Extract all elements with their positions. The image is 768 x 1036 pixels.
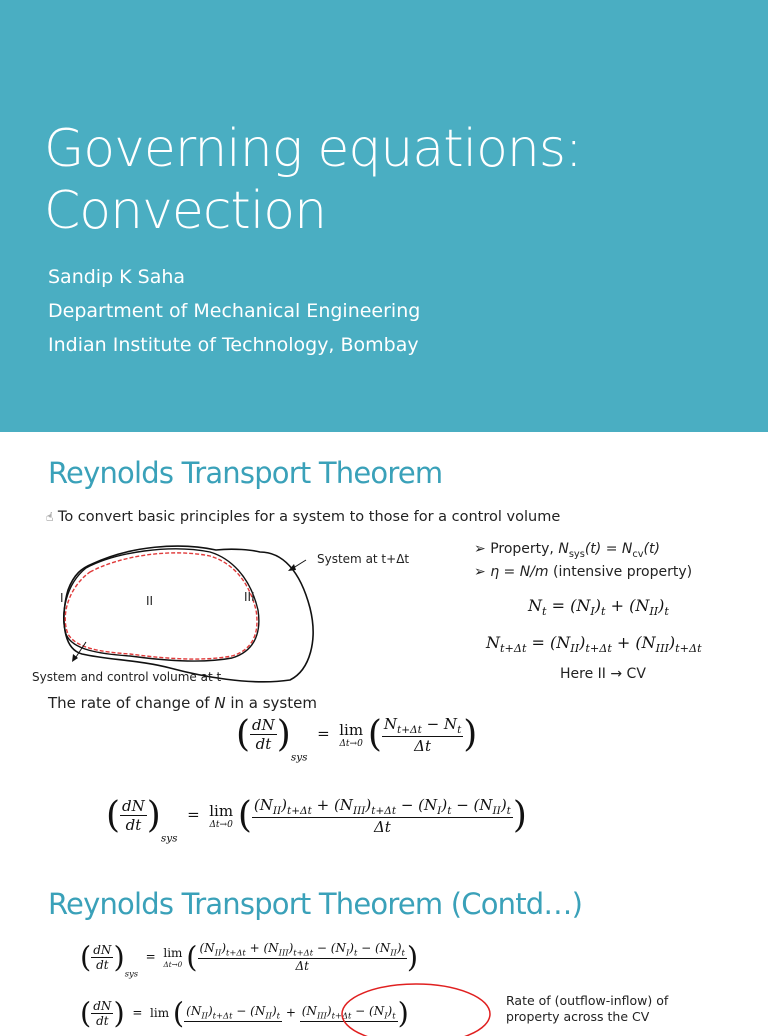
property-sub-cv: cv: [632, 548, 644, 560]
property-bullet-2: [474, 564, 692, 580]
rtt-slide-title: Reynolds Transport Theorem: [48, 456, 443, 490]
rtt-contd-slide-title: Reynolds Transport Theorem (Contd…): [48, 887, 583, 921]
equation-Nt: $N_t = (N_I)_t + (N_{II})_t$: [528, 596, 669, 619]
rate-var: N: [214, 694, 226, 712]
equation-contd-2: ( $\frac{dN}{dt}$ ) = lim ( $(N_{II})_{t+\Delta t} - (N_{II})_t$ + $(N_{III})_{t+\Delta t} - (N_I)_t$ ): [80, 996, 409, 1030]
callout-ellipse: [336, 976, 496, 1036]
region-II-label: II: [146, 594, 154, 608]
equation-dNdt-2: ( $\frac{dN}{dt}$ )$_{sys} = \lim$ Δt→0 ( $\frac{(N_{II})_{t+\Delta t} + (N_{III})_{t+\Delta t} - (N_I)_t - (N_{II})_t}{\Delta t}$ ): [106, 795, 527, 845]
intro-text: To convert basic principles for a system to those for a control volume: [57, 509, 561, 525]
rate-prefix: The rate of change of: [48, 694, 215, 712]
callout-line-2: property across the CV: [506, 1009, 650, 1024]
pointing-hand-icon: ☝: [46, 510, 54, 524]
title-line-2: Convection: [44, 181, 327, 241]
equation-Nt-dt: $N_{t+\Delta t} = (N_{II})_{t+\Delta t} + (N_{III})_{t+\Delta t}$: [486, 633, 702, 656]
here-note: Here II → CV: [560, 666, 646, 682]
slide-title: [44, 118, 581, 242]
property-bullet-1: [474, 541, 660, 560]
title-line-1: Governing equations:: [44, 119, 582, 179]
institute: Indian Institute of Technology, Bombay: [48, 334, 419, 356]
arrow-bullet-icon: ➢: [474, 564, 486, 580]
callout-text: [506, 993, 668, 1025]
intensive-label: (intensive property): [548, 564, 693, 580]
property-mid: (t) = N: [584, 541, 633, 557]
callout-line-1: Rate of (outflow-inflow) of: [506, 993, 669, 1008]
property-sub-sys: sys: [568, 548, 585, 560]
rate-suffix: in a system: [225, 694, 317, 712]
property-label: Property,: [490, 541, 559, 557]
title-slide-header: [0, 0, 768, 432]
department: Department of Mechanical Engineering: [48, 300, 421, 322]
intensive-def: η = N/m: [490, 564, 549, 580]
equation-dNdt-1: ( $\frac{dN}{dt}$ )$_{sys} = \lim$ Δt→0 ( $\frac{N_{t+\Delta t} - N_t}{\Delta t}$ ): [236, 714, 478, 764]
property-symbol: N: [558, 541, 569, 557]
control-volume-outline: [65, 553, 257, 659]
region-III-label: III: [244, 590, 255, 604]
system-cv-label: System and control volume at t: [32, 670, 222, 684]
region-I-label: I: [60, 591, 64, 605]
property-end: (t): [643, 541, 660, 557]
system-tdt-label: System at t+Δt: [317, 552, 410, 566]
rate-of-change-text: [48, 694, 317, 712]
intro-bullet: [46, 509, 560, 525]
author-name: Sandip K Saha: [48, 266, 186, 288]
equation-contd-1: ( $\frac{dN}{dt}$ )$_{sys} = \lim$ Δt→0 ( $\frac{(N_{II})_{t+\Delta t} + (N_{III})_{t+\Delta t} - (N_I)_t - (N_{II})_t}{\Delta t}$ ): [80, 940, 419, 979]
arrow-bullet-icon: ➢: [474, 541, 486, 557]
